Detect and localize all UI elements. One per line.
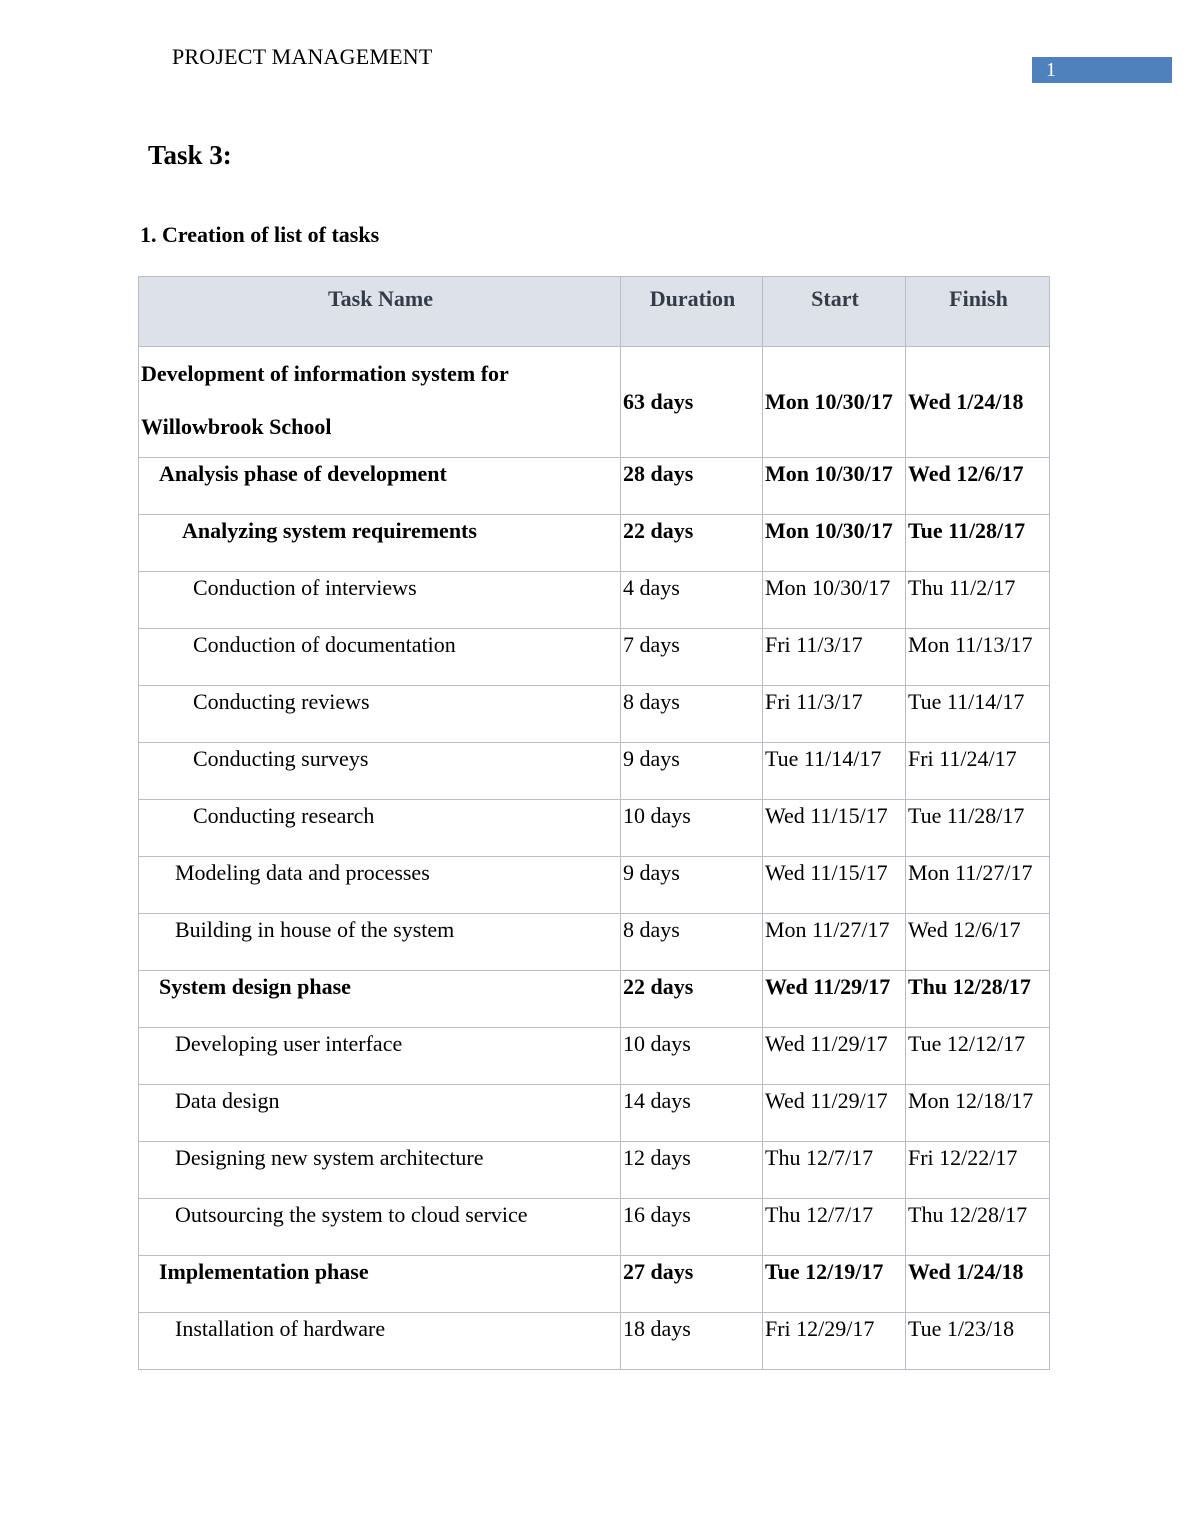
finish-cell: Tue 1/23/18 — [906, 1313, 1050, 1370]
duration-cell: 63 days — [621, 347, 763, 458]
task-name-cell: Developing user interface — [139, 1028, 621, 1085]
table-row — [139, 347, 1050, 458]
table-row — [139, 743, 1050, 800]
table-row — [139, 1028, 1050, 1085]
start-cell: Mon 10/30/17 — [763, 572, 906, 629]
start-cell: Mon 10/30/17 — [763, 515, 906, 572]
table-row — [139, 572, 1050, 629]
finish-cell: Wed 12/6/17 — [906, 458, 1050, 515]
start-cell: Thu 12/7/17 — [763, 1199, 906, 1256]
task-name-cell: Implementation phase — [139, 1256, 621, 1313]
task-name-cell: Conduction of documentation — [139, 629, 621, 686]
section-heading: 1. Creation of list of tasks — [140, 222, 380, 247]
start-cell: Wed 11/29/17 — [763, 971, 906, 1028]
finish-cell: Tue 11/14/17 — [906, 686, 1050, 743]
finish-cell: Wed 12/6/17 — [906, 914, 1050, 971]
start-cell: Tue 11/14/17 — [763, 743, 906, 800]
start-cell: Fri 11/3/17 — [763, 686, 906, 743]
start-cell: Mon 10/30/17 — [763, 458, 906, 515]
task-table — [138, 276, 1050, 1370]
duration-cell: 12 days — [621, 1142, 763, 1199]
table-row — [139, 629, 1050, 686]
task-name-cell: Conduction of interviews — [139, 572, 621, 629]
task-name-cell: Analyzing system requirements — [139, 515, 621, 572]
table-row — [139, 686, 1050, 743]
table-row — [139, 971, 1050, 1028]
table-row — [139, 1256, 1050, 1313]
duration-cell: 28 days — [621, 458, 763, 515]
duration-cell: 4 days — [621, 572, 763, 629]
task-name-cell: Conducting reviews — [139, 686, 621, 743]
finish-cell: Tue 11/28/17 — [906, 515, 1050, 572]
duration-cell: 18 days — [621, 1313, 763, 1370]
duration-cell: 16 days — [621, 1199, 763, 1256]
table-row — [139, 1085, 1050, 1142]
start-cell: Thu 12/7/17 — [763, 1142, 906, 1199]
task-heading: Task 3: — [148, 140, 232, 170]
finish-cell: Tue 12/12/17 — [906, 1028, 1050, 1085]
running-head: PROJECT MANAGEMENT — [172, 44, 433, 69]
table-row — [139, 1313, 1050, 1370]
task-name-cell: Development of information system for Willowbrook School — [139, 347, 621, 458]
duration-cell: 27 days — [621, 1256, 763, 1313]
duration-cell: 8 days — [621, 686, 763, 743]
start-cell: Wed 11/15/17 — [763, 857, 906, 914]
table-row — [139, 458, 1050, 515]
start-cell: Wed 11/29/17 — [763, 1085, 906, 1142]
table-row — [139, 1199, 1050, 1256]
finish-cell: Thu 12/28/17 — [906, 1199, 1050, 1256]
table-row — [139, 857, 1050, 914]
duration-cell: 22 days — [621, 515, 763, 572]
duration-cell: 10 days — [621, 1028, 763, 1085]
task-name-cell: Building in house of the system — [139, 914, 621, 971]
finish-cell: Wed 1/24/18 — [906, 347, 1050, 458]
column-header-finish: Finish — [906, 277, 1050, 347]
duration-cell: 14 days — [621, 1085, 763, 1142]
start-cell: Wed 11/29/17 — [763, 1028, 906, 1085]
table-row — [139, 515, 1050, 572]
duration-cell: 7 days — [621, 629, 763, 686]
finish-cell: Thu 11/2/17 — [906, 572, 1050, 629]
task-name-cell: Data design — [139, 1085, 621, 1142]
finish-cell: Fri 12/22/17 — [906, 1142, 1050, 1199]
task-name-cell: Conducting surveys — [139, 743, 621, 800]
table-row — [139, 1142, 1050, 1199]
duration-cell: 9 days — [621, 743, 763, 800]
finish-cell: Fri 11/24/17 — [906, 743, 1050, 800]
task-name-cell: Modeling data and processes — [139, 857, 621, 914]
finish-cell: Tue 11/28/17 — [906, 800, 1050, 857]
page-number-badge: 1 — [1032, 57, 1172, 83]
table-row — [139, 914, 1050, 971]
duration-cell: 8 days — [621, 914, 763, 971]
finish-cell: Mon 11/13/17 — [906, 629, 1050, 686]
finish-cell: Thu 12/28/17 — [906, 971, 1050, 1028]
task-name-cell: Conducting research — [139, 800, 621, 857]
task-name-cell: Analysis phase of development — [139, 458, 621, 515]
table-header-row — [139, 277, 1050, 347]
start-cell: Mon 11/27/17 — [763, 914, 906, 971]
task-name-cell: Designing new system architecture — [139, 1142, 621, 1199]
start-cell: Mon 10/30/17 — [763, 347, 906, 458]
task-name-cell: Outsourcing the system to cloud service — [139, 1199, 621, 1256]
finish-cell: Mon 12/18/17 — [906, 1085, 1050, 1142]
start-cell: Fri 11/3/17 — [763, 629, 906, 686]
column-header-duration: Duration — [621, 277, 763, 347]
start-cell: Fri 12/29/17 — [763, 1313, 906, 1370]
finish-cell: Mon 11/27/17 — [906, 857, 1050, 914]
table-row — [139, 800, 1050, 857]
duration-cell: 22 days — [621, 971, 763, 1028]
column-header-start: Start — [763, 277, 906, 347]
start-cell: Wed 11/15/17 — [763, 800, 906, 857]
start-cell: Tue 12/19/17 — [763, 1256, 906, 1313]
finish-cell: Wed 1/24/18 — [906, 1256, 1050, 1313]
column-header-task-name: Task Name — [139, 277, 621, 347]
task-name-cell: System design phase — [139, 971, 621, 1028]
duration-cell: 10 days — [621, 800, 763, 857]
task-name-cell: Installation of hardware — [139, 1313, 621, 1370]
duration-cell: 9 days — [621, 857, 763, 914]
